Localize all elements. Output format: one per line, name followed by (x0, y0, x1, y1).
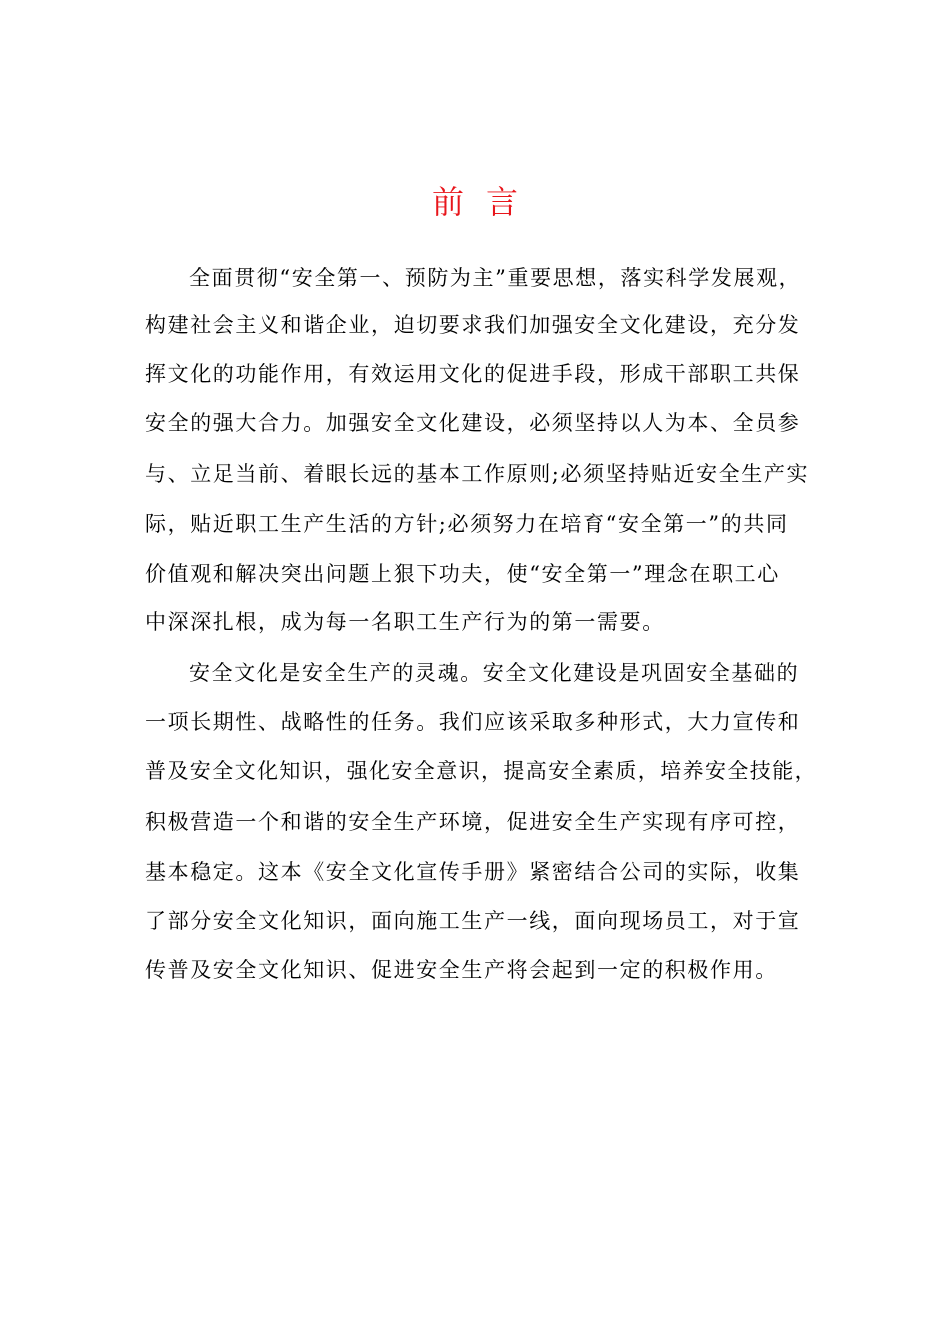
paragraph-2-line-1: 安全文化是安全生产的灵魂。安全文化建设是巩固安全基础的 (189, 661, 800, 685)
page-title: 前言 (431, 183, 540, 221)
paragraph-1-line-1: 全面贯彻“安全第一、预防为主”重要思想，落实科学发展观， (189, 266, 802, 290)
paragraph-1-line-7: 价值观和解决突出问题上狠下功夫，使“安全第一”理念在职工心 (145, 562, 780, 586)
paragraph-2-line-2: 一项长期性、战略性的任务。我们应该采取多种形式，大力宣传和 (145, 710, 801, 734)
paragraph-1-line-4: 安全的强大合力。加强安全文化建设，必须坚持以人为本、全员参 (145, 411, 801, 435)
paragraph-1-line-8: 中深深扎根，成为每一名职工生产行为的第一需要。 (145, 610, 665, 634)
paragraph-2-line-5: 基本稳定。这本《安全文化宣传手册》紧密结合公司的实际，收集 (145, 860, 801, 884)
paragraph-2-line-4: 积极营造一个和谐的安全生产环境，促进安全生产实现有序可控， (145, 810, 801, 834)
paragraph-1-line-5: 与、立足当前、着眼长远的基本工作原则;必须坚持贴近安全生产实 (145, 462, 810, 486)
paragraph-1-line-3: 挥文化的功能作用，有效运用文化的促进手段，形成干部职工共保 (145, 362, 801, 386)
paragraph-1-line-2: 构建社会主义和谐企业，迫切要求我们加强安全文化建设，充分发 (145, 313, 801, 337)
paragraph-2-line-7: 传普及安全文化知识、促进安全生产将会起到一定的积极作用。 (145, 958, 778, 982)
paragraph-2-line-6: 了部分安全文化知识，面向施工生产一线，面向现场员工，对于宣 (145, 909, 801, 933)
paragraph-2-line-3: 普及安全文化知识，强化安全意识，提高安全素质，培养安全技能， (145, 759, 817, 783)
paragraph-1-line-6: 际，贴近职工生产生活的方针;必须努力在培育“安全第一”的共同 (145, 512, 789, 536)
